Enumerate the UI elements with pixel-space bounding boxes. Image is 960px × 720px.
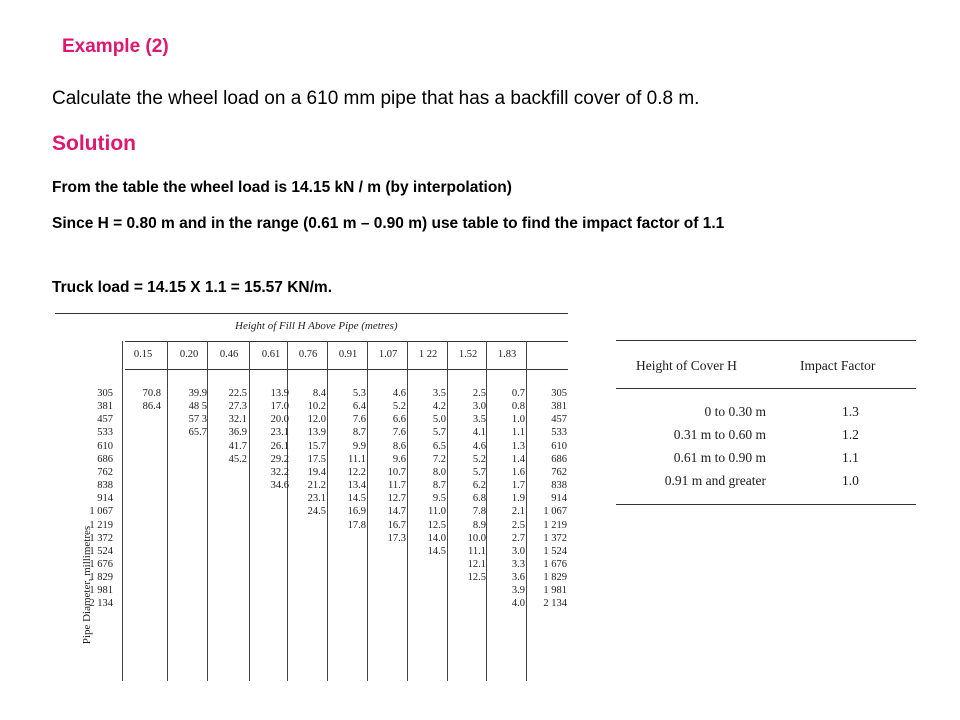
diameter-cell: 610 <box>551 440 567 452</box>
wheel-load-cell: 9.6 <box>392 453 406 465</box>
wheel-load-cell: 12.0 <box>307 414 326 426</box>
wheel-load-cell: 2.5 <box>511 519 525 531</box>
diameter-cell: 1 676 <box>89 558 113 570</box>
wheel-load-cell: 12.5 <box>467 572 486 584</box>
wheel-load-cell: 8.7 <box>432 480 446 492</box>
diameter-cell: 838 <box>551 480 567 492</box>
wheel-load-cell: 11.0 <box>428 506 446 518</box>
height-header-cell: 0.76 <box>298 349 318 360</box>
wheel-load-cell: 12.7 <box>387 493 406 505</box>
wheel-load-cell: 5.7 <box>472 466 486 478</box>
impact-factor-cell: 1.3 <box>842 404 859 419</box>
wheel-load-cell: 5.2 <box>392 401 406 413</box>
wheel-load-cell: 7.6 <box>392 427 406 439</box>
table-column-rule <box>167 341 168 681</box>
wheel-load-cell: 0.8 <box>511 401 525 413</box>
impact-rule-top <box>616 340 916 341</box>
diameter-cell: 533 <box>551 427 567 439</box>
height-header-cell: 0.15 <box>133 349 153 360</box>
table-rule-top <box>55 313 568 314</box>
diameter-cell: 1 981 <box>543 585 567 597</box>
impact-rule-bottom <box>616 504 916 505</box>
wheel-load-cell: 4.1 <box>472 427 486 439</box>
impact-factor-cell: 1.2 <box>842 427 859 442</box>
wheel-load-cell: 1.9 <box>511 493 525 505</box>
wheel-load-cell: 12.5 <box>427 519 446 531</box>
impact-cover-cell: 0 to 0.30 m <box>704 404 766 419</box>
wheel-load-cell: 3.3 <box>511 558 525 570</box>
diameter-cell: 914 <box>551 493 567 505</box>
diameter-cell: 1 067 <box>543 506 567 518</box>
diameter-cell: 1 372 <box>543 532 567 544</box>
wheel-load-cell: 2.7 <box>511 532 525 544</box>
height-header-cell: 1.07 <box>378 349 398 360</box>
wheel-load-cell: 3.5 <box>472 414 486 426</box>
wheel-load-cell: 2.5 <box>472 388 486 399</box>
wheel-load-cell: 13.9 <box>307 427 326 439</box>
wheel-load-cell: 15.7 <box>307 440 326 452</box>
diameter-cell: 457 <box>551 414 567 426</box>
height-header-cell: 1.83 <box>497 349 517 360</box>
diameter-cell: 381 <box>97 401 113 413</box>
table-column-rule <box>249 341 250 681</box>
impact-factor-cell: 1.1 <box>842 450 859 465</box>
height-header-cell: 0.20 <box>179 349 199 360</box>
impact-header-factor: Impact Factor <box>800 358 876 373</box>
table-column-rule <box>526 341 527 681</box>
wheel-load-cell: 3.6 <box>511 572 525 584</box>
wheel-load-cell: 9.5 <box>432 493 446 505</box>
diameter-cell: 1 524 <box>89 545 113 557</box>
wheel-load-cell: 20.0 <box>270 414 289 426</box>
wheel-load-cell: 8.7 <box>352 427 366 439</box>
wheel-load-cell: 45.2 <box>228 453 247 465</box>
diameter-cell: 1 067 <box>89 506 113 518</box>
diameter-cell: 2 134 <box>89 598 113 610</box>
diameter-cell: 838 <box>97 480 113 492</box>
height-header-cell: 1 22 <box>418 349 438 360</box>
table-rule-header-top <box>125 341 568 342</box>
wheel-load-cell: 11.7 <box>388 480 406 492</box>
wheel-load-cell: 32.1 <box>228 414 247 426</box>
wheel-load-cell: 6.6 <box>392 414 406 426</box>
example-heading: Example (2) <box>62 36 169 57</box>
diameter-cell: 1 219 <box>89 519 113 531</box>
diameter-cell: 305 <box>551 388 567 399</box>
wheel-table-caption: Height of Fill H Above Pipe (metres) <box>235 320 398 332</box>
wheel-load-cell: 65.7 <box>188 427 207 439</box>
table-column-rule <box>367 341 368 681</box>
wheel-load-cell: 1.3 <box>511 440 525 452</box>
problem-statement: Calculate the wheel load on a 610 mm pipe that has a backfill cover of 0.8 m. <box>52 88 700 109</box>
table-column-rule <box>207 341 208 681</box>
height-header-cell: 0.46 <box>219 349 239 360</box>
diameter-cell: 1 219 <box>543 519 567 531</box>
wheel-load-cell: 8.9 <box>472 519 486 531</box>
table-column-rule <box>447 341 448 681</box>
wheel-load-cell: 8.0 <box>432 466 446 478</box>
table-column-rule <box>122 341 123 681</box>
diameter-cell: 2 134 <box>543 598 567 610</box>
wheel-load-table <box>55 311 568 683</box>
wheel-load-cell: 41.7 <box>228 440 247 452</box>
wheel-load-cell: 17.8 <box>347 519 366 531</box>
diameter-cell: 1 981 <box>89 585 113 597</box>
wheel-load-cell: 17.0 <box>270 401 289 413</box>
impact-header-cover: Height of Cover H <box>636 358 737 373</box>
wheel-load-cell: 6.5 <box>432 440 446 452</box>
wheel-load-cell: 14.5 <box>427 545 446 557</box>
wheel-load-cell: 3.5 <box>432 388 446 399</box>
wheel-load-cell: 3.0 <box>511 545 525 557</box>
impact-factor-table <box>616 336 916 511</box>
height-header-cell: 0.61 <box>261 349 281 360</box>
wheel-load-cell: 5.7 <box>432 427 446 439</box>
diameter-cell: 914 <box>97 493 113 505</box>
impact-cover-cell: 0.91 m and greater <box>664 473 766 488</box>
table-column-rule <box>327 341 328 681</box>
wheel-load-cell: 27.3 <box>228 401 247 413</box>
height-header-cell: 1.52 <box>458 349 478 360</box>
wheel-load-cell: 6.2 <box>472 480 486 492</box>
diameter-cell: 1 524 <box>543 545 567 557</box>
wheel-load-cell: 22.5 <box>228 388 247 399</box>
wheel-load-cell: 16.9 <box>347 506 366 518</box>
wheel-load-cell: 57 3 <box>188 414 207 426</box>
wheel-load-cell: 13.4 <box>347 480 366 492</box>
wheel-load-cell: 16.7 <box>387 519 406 531</box>
wheel-load-cell: 10.0 <box>467 532 486 544</box>
wheel-load-cell: 14.7 <box>387 506 406 518</box>
impact-cover-cell: 0.61 m to 0.90 m <box>673 450 766 465</box>
wheel-load-cell: 3.0 <box>472 401 486 413</box>
wheel-load-cell: 1.6 <box>511 466 525 478</box>
solution-line-1: From the table the wheel load is 14.15 kN / m (by interpolation) <box>52 179 512 196</box>
wheel-load-cell: 11.1 <box>348 453 366 465</box>
impact-cover-cell: 0.31 m to 0.60 m <box>673 427 766 442</box>
wheel-load-cell: 24.5 <box>307 506 326 518</box>
wheel-load-cell: 1.4 <box>511 453 525 465</box>
wheel-load-cell: 5.2 <box>472 453 486 465</box>
solution-title: Solution <box>52 132 136 155</box>
wheel-load-cell: 9.9 <box>352 440 366 452</box>
wheel-load-cell: 32.2 <box>270 466 289 478</box>
diameter-cell: 686 <box>97 453 113 465</box>
wheel-load-cell: 86.4 <box>142 401 161 413</box>
wheel-load-cell: 19.4 <box>307 466 326 478</box>
wheel-load-cell: 8.4 <box>312 388 326 399</box>
wheel-load-cell: 17.3 <box>387 532 406 544</box>
solution-line-3: Truck load = 14.15 X 1.1 = 15.57 KN/m. <box>52 279 333 296</box>
wheel-load-cell: 4.0 <box>511 598 525 610</box>
wheel-load-cell: 23.1 <box>270 427 289 439</box>
diameter-cell: 1 829 <box>89 572 113 584</box>
diameter-cell: 457 <box>97 414 113 426</box>
wheel-load-cell: 7.6 <box>352 414 366 426</box>
wheel-load-cell: 29.2 <box>270 453 289 465</box>
wheel-table-row-axis-label: Pipe Diameter, millimetres <box>81 525 93 645</box>
wheel-load-cell: 6.4 <box>352 401 366 413</box>
diameter-cell: 1 372 <box>89 532 113 544</box>
diameter-cell: 533 <box>97 427 113 439</box>
wheel-load-cell: 0.7 <box>511 388 525 399</box>
wheel-load-cell: 2.1 <box>511 506 525 518</box>
wheel-load-cell: 7.8 <box>472 506 486 518</box>
wheel-load-cell: 36.9 <box>228 427 247 439</box>
wheel-load-cell: 13.9 <box>270 388 289 399</box>
wheel-load-cell: 8.6 <box>392 440 406 452</box>
impact-factor-cell: 1.0 <box>842 473 859 488</box>
wheel-load-cell: 5.0 <box>432 414 446 426</box>
wheel-load-cell: 5.3 <box>352 388 366 399</box>
diameter-cell: 610 <box>97 440 113 452</box>
table-rule-header-bottom <box>125 369 568 370</box>
wheel-load-cell: 7.2 <box>432 453 446 465</box>
wheel-load-cell: 14.0 <box>427 532 446 544</box>
wheel-load-cell: 1.1 <box>511 427 525 439</box>
table-column-rule <box>486 341 487 681</box>
wheel-load-cell: 23.1 <box>307 493 326 505</box>
diameter-cell: 1 676 <box>543 558 567 570</box>
diameter-cell: 305 <box>97 388 113 399</box>
height-header-cell: 0.91 <box>338 349 358 360</box>
diameter-cell: 381 <box>551 401 567 413</box>
diameter-cell: 686 <box>551 453 567 465</box>
diameter-cell: 1 829 <box>543 572 567 584</box>
solution-line-2: Since H = 0.80 m and in the range (0.61 m – 0.90 m) use table to find the impact factor of 1.1 <box>52 215 725 232</box>
wheel-load-cell: 21.2 <box>307 480 326 492</box>
wheel-load-cell: 48 5 <box>188 401 207 413</box>
wheel-load-cell: 1.0 <box>511 414 525 426</box>
wheel-load-cell: 1.7 <box>511 480 525 492</box>
wheel-load-cell: 6.8 <box>472 493 486 505</box>
wheel-load-cell: 70.8 <box>142 388 161 399</box>
diameter-cell: 762 <box>97 466 113 478</box>
wheel-load-cell: 17.5 <box>307 453 326 465</box>
wheel-load-cell: 10.2 <box>307 401 326 413</box>
diameter-cell: 762 <box>551 466 567 478</box>
wheel-load-cell: 11.1 <box>468 545 486 557</box>
wheel-load-cell: 12.1 <box>467 558 486 570</box>
wheel-load-cell: 4.6 <box>472 440 486 452</box>
wheel-load-cell: 4.2 <box>432 401 446 413</box>
wheel-load-cell: 12.2 <box>347 466 366 478</box>
wheel-load-cell: 39.9 <box>188 388 207 399</box>
wheel-load-cell: 14.5 <box>347 493 366 505</box>
wheel-load-cell: 34.6 <box>270 480 289 492</box>
table-column-rule <box>407 341 408 681</box>
wheel-load-cell: 4.6 <box>392 388 406 399</box>
impact-rule-header <box>616 388 916 389</box>
wheel-load-cell: 26.1 <box>270 440 289 452</box>
wheel-load-cell: 3.9 <box>511 585 525 597</box>
wheel-load-cell: 10.7 <box>387 466 406 478</box>
